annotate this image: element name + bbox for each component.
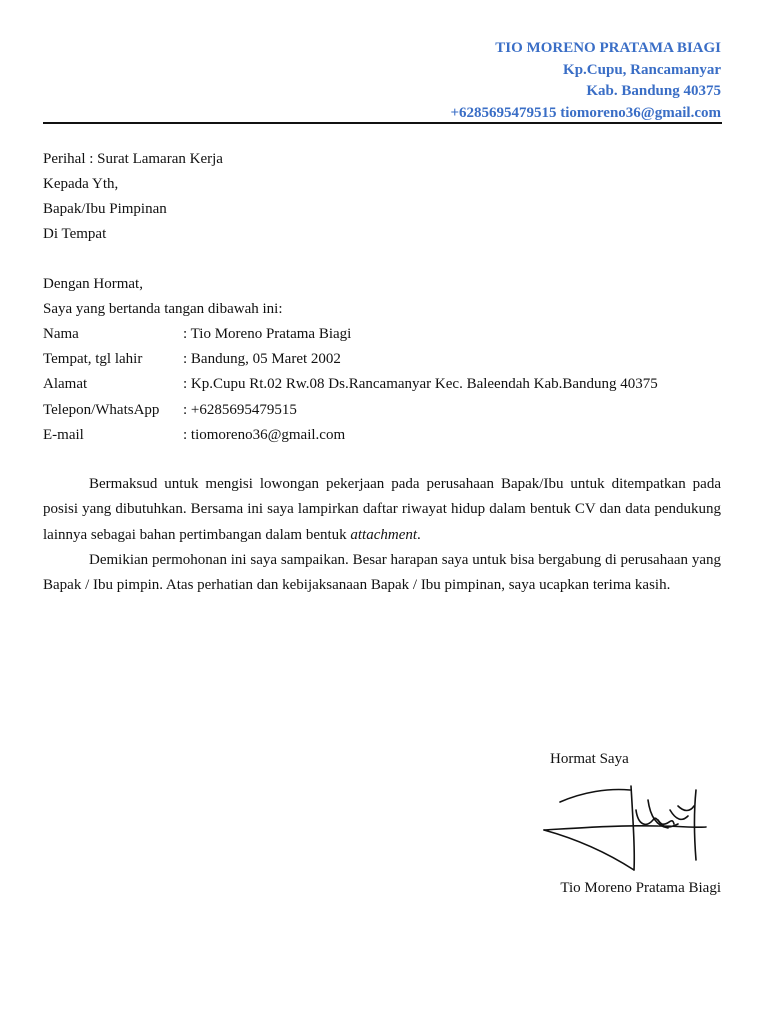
detail-value: : Tio Moreno Pratama Biagi — [183, 326, 352, 342]
detail-value: : tiomoreno36@gmail.com — [183, 426, 346, 443]
detail-label: Nama — [43, 326, 79, 342]
header-divider — [43, 122, 722, 124]
paragraph-closing: Demikian permohonan ini saya sampaikan. Besar harapan saya untuk bisa bergabung di perusahaan yang Bapak / Ibu pimpin. Atas perhatian dan kebijaksanaan Bapak / Ibu pimpinan, saya ucapkan terima kasih. — [43, 551, 721, 594]
detail-row-name — [43, 322, 721, 347]
letterhead — [450, 38, 721, 124]
spacer — [43, 247, 721, 272]
sender-contact: +6285695479515 tiomoreno36@gmail.com — [450, 104, 721, 121]
detail-row-email — [43, 423, 721, 448]
closing-phrase: Hormat Saya — [550, 751, 629, 767]
signer-name: Tio Moreno Pratama Biagi — [560, 880, 721, 896]
detail-label: Telepon/WhatsApp — [43, 401, 160, 418]
detail-row-phone — [43, 398, 721, 423]
detail-row-address — [43, 372, 721, 397]
detail-row-birth — [43, 347, 721, 372]
detail-value: : Kp.Cupu Rt.02 Rw.08 Ds.Rancamanyar Kec. Baleendah Kab.Bandung 40375 — [183, 376, 658, 393]
paragraph-intent — [43, 472, 721, 548]
intro-line: Saya yang bertanda tangan dibawah ini: — [43, 301, 283, 317]
sender-name: TIO MORENO PRATAMA BIAGI — [495, 40, 721, 56]
sender-address-line1: Kp.Cupu, Rancamanyar — [563, 61, 721, 78]
recipient: Bapak/Ibu Pimpinan — [43, 201, 167, 217]
detail-value: : Bandung, 05 Maret 2002 — [183, 351, 341, 368]
detail-value: : +6285695479515 — [183, 401, 297, 418]
detail-label: Tempat, tgl lahir — [43, 351, 143, 368]
paragraph-intent-text: Bermaksud untuk mengisi lowongan pekerjaan pada perusahaan Bapak/Ibu untuk ditempatkan pada posisi yang dibutuhkan. Bersama ini saya lampirkan daftar riwayat hidup dalam bentuk CV dan data pendukung lainnya sebagai bahan pertimbangan dalam bentuk — [43, 475, 721, 543]
handwritten-signature — [538, 780, 713, 872]
addressee-salutation: Kepada Yth, — [43, 176, 119, 192]
paragraph-intent-end: . — [417, 526, 421, 543]
detail-label: E-mail — [43, 426, 84, 443]
sender-address-line2: Kab. Bandung 40375 — [586, 83, 721, 99]
letter-body — [43, 147, 721, 598]
recipient-place: Di Tempat — [43, 226, 107, 242]
spacer — [43, 448, 721, 472]
greeting: Dengan Hormat, — [43, 276, 143, 292]
detail-label: Alamat — [43, 376, 88, 393]
personal-details — [43, 322, 721, 448]
subject-line: Perihal : Surat Lamaran Kerja — [43, 151, 223, 167]
attachment-emphasis: attachment — [350, 526, 418, 543]
